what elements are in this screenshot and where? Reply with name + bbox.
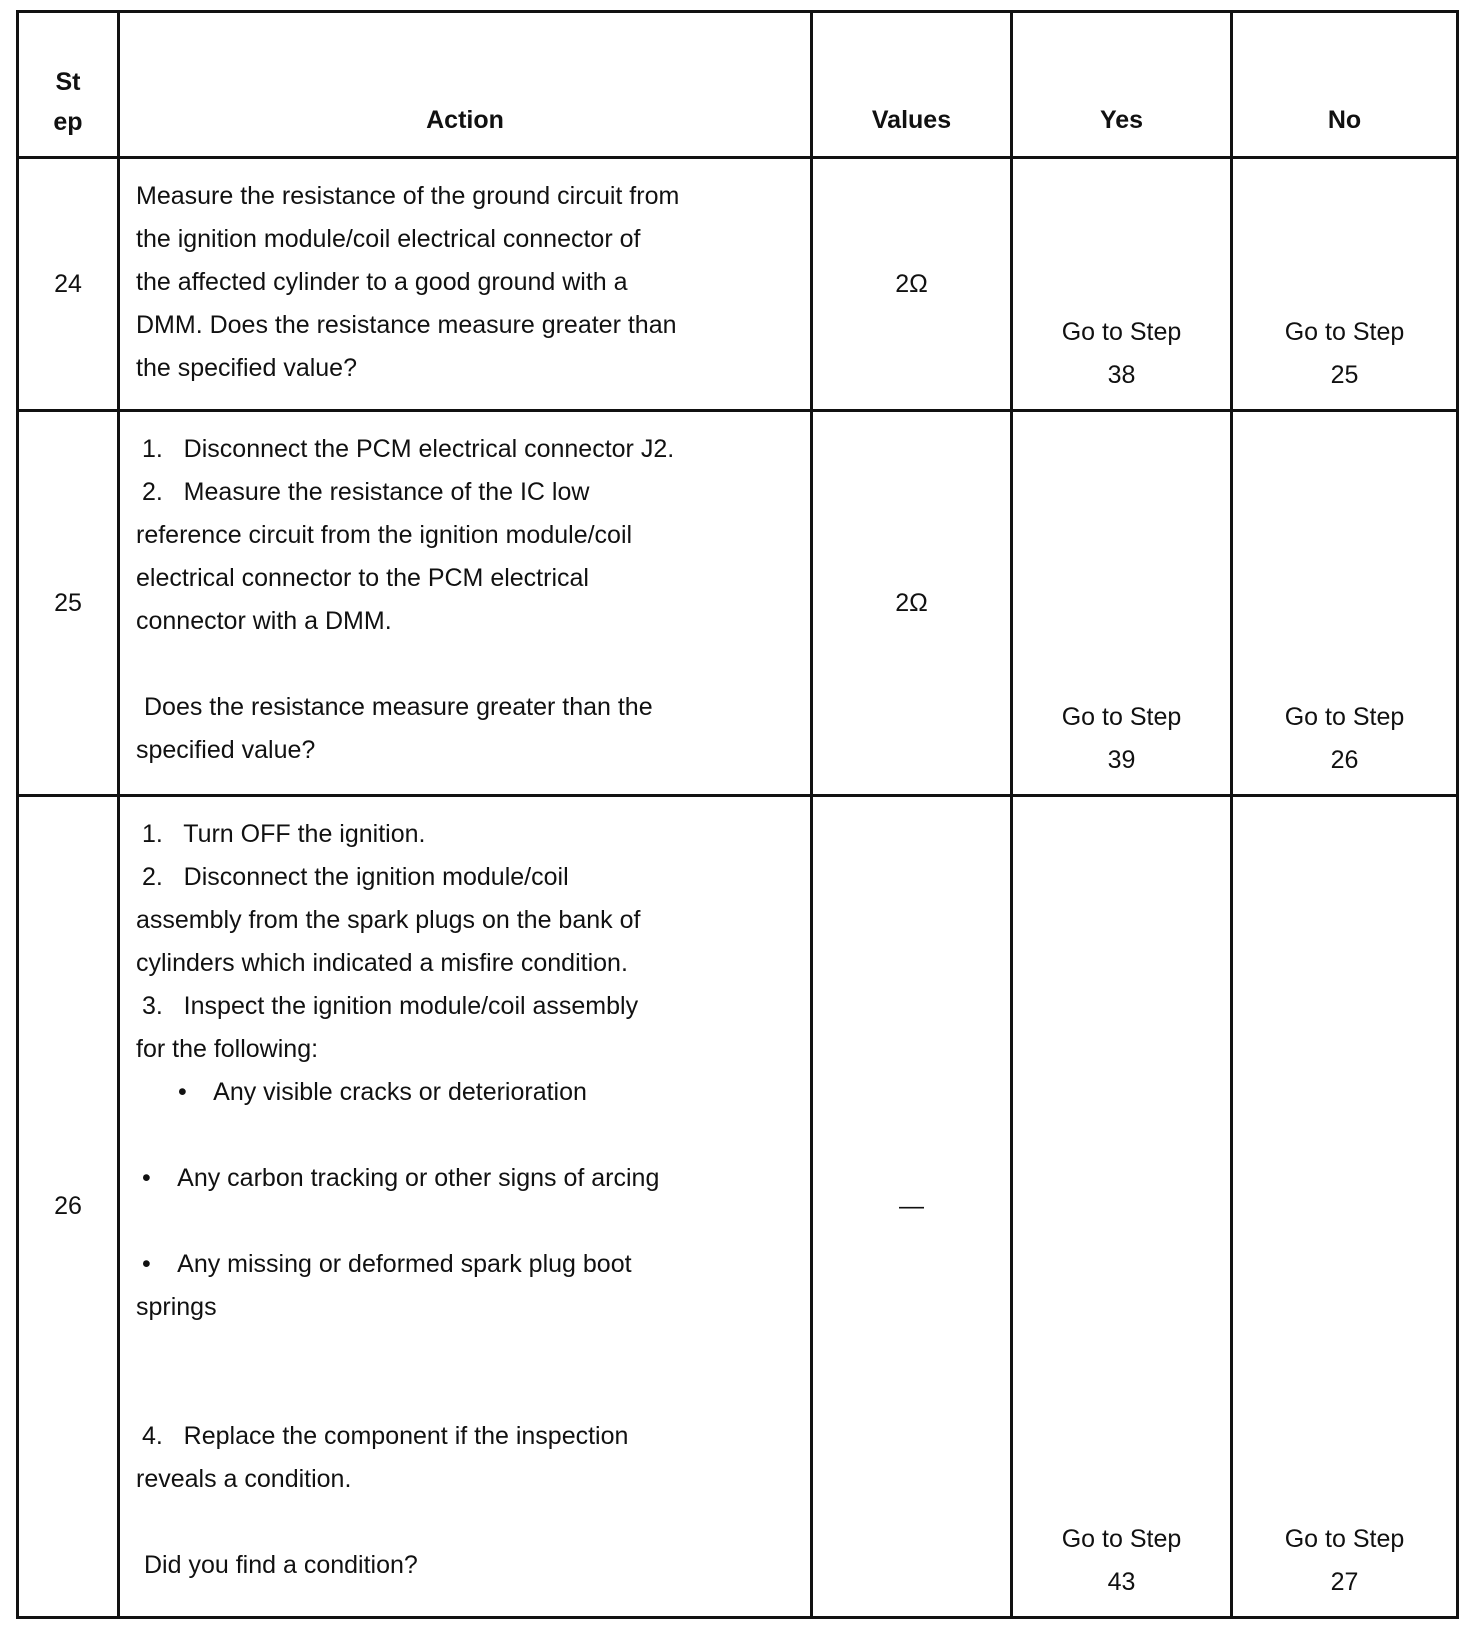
action-cell: 1. Disconnect the PCM electrical connector J2. 2. Measure the resistance of the IC low reference circuit from the ignition module/coil electrical connector to the PCM electrical connector with a DMM. Does the resistance measure greater than the specified value? — [119, 411, 812, 796]
header-row — [18, 12, 1458, 158]
action-cell: 1. Turn OFF the ignition. 2. Disconnect the ignition module/coil assembly from the spark plugs on the bank of cylinders which indicated a misfire condition. 3. Inspect the ignition module/coil assembly for the following: • Any visible cracks or deterioration • Any carbon tracking or other signs of arcing • Any missing or deformed spark plug boot springs 4. Replace the component if the inspection reveals a condition. Did you find a condition? — [119, 796, 812, 1618]
no-cell: Go to Step 26 — [1232, 411, 1458, 796]
header-step: St ep — [18, 12, 119, 158]
header-no: No — [1232, 12, 1458, 158]
header-values: Values — [812, 12, 1012, 158]
yes-cell: Go to Step 38 — [1012, 158, 1232, 411]
value-cell: — — [812, 796, 1012, 1618]
value-cell: 2Ω — [812, 158, 1012, 411]
table-row — [18, 796, 1458, 1618]
yes-cell: Go to Step 39 — [1012, 411, 1232, 796]
table-row — [18, 411, 1458, 796]
header-action: Action — [119, 12, 812, 158]
no-cell: Go to Step 25 — [1232, 158, 1458, 411]
action-cell: Measure the resistance of the ground circuit from the ignition module/coil electrical connector of the affected cylinder to a good ground with a DMM. Does the resistance measure greater than the specified value? — [119, 158, 812, 411]
no-cell: Go to Step 27 — [1232, 796, 1458, 1618]
header-yes: Yes — [1012, 12, 1232, 158]
yes-cell: Go to Step 43 — [1012, 796, 1232, 1618]
value-cell: 2Ω — [812, 411, 1012, 796]
step-number: 24 — [18, 158, 119, 411]
step-number: 25 — [18, 411, 119, 796]
step-number: 26 — [18, 796, 119, 1618]
diagnostic-table — [16, 10, 1459, 1619]
table-row — [18, 158, 1458, 411]
